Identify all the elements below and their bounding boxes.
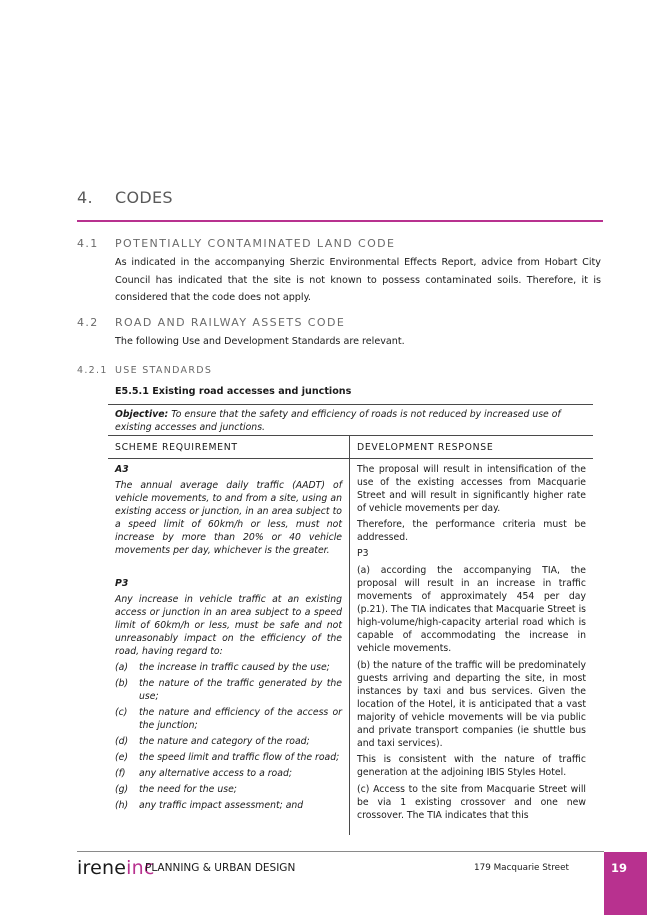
heading-4-2-title: ROAD AND RAILWAY ASSETS CODE	[115, 316, 346, 329]
p3-code: P3	[115, 578, 129, 589]
header-scheme-requirement: SCHEME REQUIREMENT	[108, 436, 350, 459]
heading-4-1	[77, 237, 395, 250]
footer-divider	[77, 851, 604, 852]
standards-table	[108, 404, 593, 835]
response-para-2: Therefore, the performance criteria must be addressed.	[357, 519, 586, 543]
response-para-a: (a) according the accompanying TIA, the proposal will result in an increase in traffic movements of approximately 454 per day (p.21). The TIA indicates that Macquarie Street is high-volume/high-capacity arterial road which is capable of accommodating the increase in vehicle movements.	[357, 565, 586, 654]
objective-text: To ensure that the safety and efficiency of roads is not reduced by increased use of existing accesses and junctions.	[115, 409, 561, 433]
footer-tagline: PLANNING & URBAN DESIGN	[145, 862, 296, 874]
section-divider	[77, 220, 603, 222]
page-number: 19	[610, 861, 627, 875]
response-p3-code: P3	[357, 548, 369, 559]
response-para-b2: This is consistent with the nature of traffic generation at the adjoining IBIS Styles Hotel.	[357, 754, 586, 778]
list-item: (c) the nature and efficiency of the access or the junction;	[115, 707, 342, 731]
standard-title: E5.5.1 Existing road accesses and junctions	[115, 386, 352, 397]
heading-4-2-1-title: USE STANDARDS	[115, 365, 213, 376]
response-para-b: (b) the nature of the traffic will be predominately guests arriving and departing the site, in most instances by taxi and bus services. Given the location of the Hotel, it is anticipated that a vast majority of vehicle movements will be via public and private transport companies (ie shuttle bus and taxi services).	[357, 660, 586, 749]
list-item: (h) any traffic impact assessment; and	[115, 800, 304, 811]
a3-code: A3	[115, 464, 129, 475]
ireneinc-logo: ireneinc	[77, 857, 155, 879]
heading-4-2-number: 4.2	[77, 316, 99, 329]
paragraph-4-1: As indicated in the accompanying Sherzic Environmental Effects Report, advice from Hobart City Council has indicated that the site is not known to possess contaminated soils. Therefore, it is considered that the code does not apply.	[115, 257, 601, 303]
heading-4-2-1-number: 4.2.1	[77, 365, 108, 376]
heading-4-1-title: POTENTIALLY CONTAMINATED LAND CODE	[115, 237, 396, 250]
list-item: (d) the nature and category of the road;	[115, 736, 310, 747]
p3-text: Any increase in vehicle traffic at an existing access or junction in an area subject to a speed limit of 60km/h or less, must be safe and not unreasonably impact on the efficiency of the road, having regard to:	[115, 594, 342, 657]
development-response-column	[350, 459, 593, 835]
response-para-1: The proposal will result in intensification of the use of the existing accesses from Macquarie Street and will result in significantly higher rate of vehicle movements per day.	[357, 464, 586, 514]
section-heading	[77, 188, 173, 207]
list-item: (a) the increase in traffic caused by the use;	[115, 662, 330, 673]
list-item: (g) the need for the use;	[115, 784, 237, 795]
header-development-response: DEVELOPMENT RESPONSE	[350, 436, 593, 459]
list-item: (f) any alternative access to a road;	[115, 768, 292, 779]
scheme-requirement-column	[108, 459, 350, 835]
paragraph-4-2: The following Use and Development Standards are relevant.	[115, 336, 405, 347]
section-number: 4.	[77, 188, 93, 207]
a3-text: The annual average daily traffic (AADT) of vehicle movements, to and from a site, using an existing access or junction, in an area subject to a speed limit of 60km/h or less, must not increase by more than 20% or 40 vehicle movements per day, whichever is the greater.	[115, 480, 342, 556]
response-para-c: (c) Access to the site from Macquarie Street will be via 1 existing crossover and one new crossover. The TIA indicates that this	[357, 784, 586, 821]
list-item: (e) the speed limit and traffic flow of the road;	[115, 752, 340, 763]
heading-4-1-number: 4.1	[77, 237, 99, 250]
section-title: CODES	[115, 188, 173, 207]
objective-label: Objective:	[115, 409, 169, 420]
heading-4-2-1	[77, 365, 212, 376]
footer-address: 179 Macquarie Street	[474, 863, 569, 873]
heading-4-2	[77, 316, 345, 329]
objective-row	[108, 404, 593, 436]
list-item: (b) the nature of the traffic generated by the use;	[115, 678, 342, 702]
criteria-list	[115, 661, 342, 812]
